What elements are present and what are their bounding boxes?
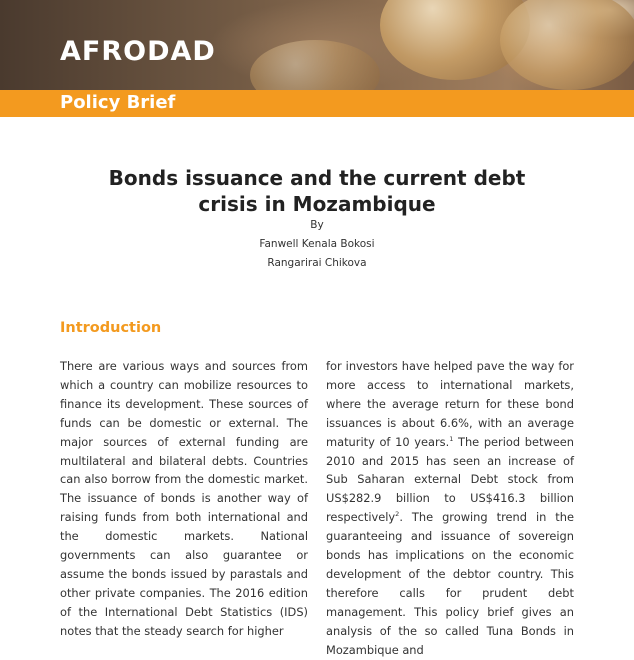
section-heading-introduction: Introduction — [60, 320, 162, 336]
author-name: Rangarirai Chikova — [267, 257, 367, 269]
band-label: Policy Brief — [60, 92, 176, 113]
document-title-line2: crisis in Mozambique — [198, 192, 436, 216]
coin-image — [250, 40, 380, 90]
document-title-line1: Bonds issuance and the current debt — [108, 166, 526, 190]
body-text: . The growing trend in the guaranteeing and issuance of sovereign bonds has implications on the economic development of the debtor country. This therefore calls for prudent debt management. This policy brief gives an analysis of the so called Tuna Bonds in Mozambique and — [326, 510, 574, 657]
brand-logo-text: AFRODAD — [60, 36, 216, 67]
body-text-right-column — [326, 357, 574, 660]
coin-image — [500, 0, 634, 90]
footnote-marker: 2 — [395, 510, 400, 519]
body-text-left-column: There are various ways and sources from which a country can mobilize resources to finance its development. These sources of funds can be domestic or external. The major sources of external funding are multilateral and bilateral debts. Countries can also borrow from the domestic market. The issuance of bonds is another way of raising funds from both international and the domestic markets. National governments can also guarantee or assume the bonds issued by parastals and other private companies. The 2016 edition of the International Debt Statistics (IDS) notes that the steady search for higher — [60, 359, 308, 638]
policy-brief-band — [0, 90, 634, 117]
body-text: The period between 2010 and 2015 has seen an increase of Sub Saharan external Debt stock from US$282.9 billion to US$416.3 billion respectively — [326, 434, 575, 525]
body-text: for investors have helped pave the way for more access to international markets, where the average return for these bond issuances is about 6.6%, with an average maturity of 10 years. — [326, 359, 574, 449]
footnote-marker: 1 — [449, 434, 454, 443]
author-name: Fanwell Kenala Bokosi — [259, 238, 375, 250]
header-banner — [0, 0, 634, 90]
byline: By — [310, 219, 324, 231]
